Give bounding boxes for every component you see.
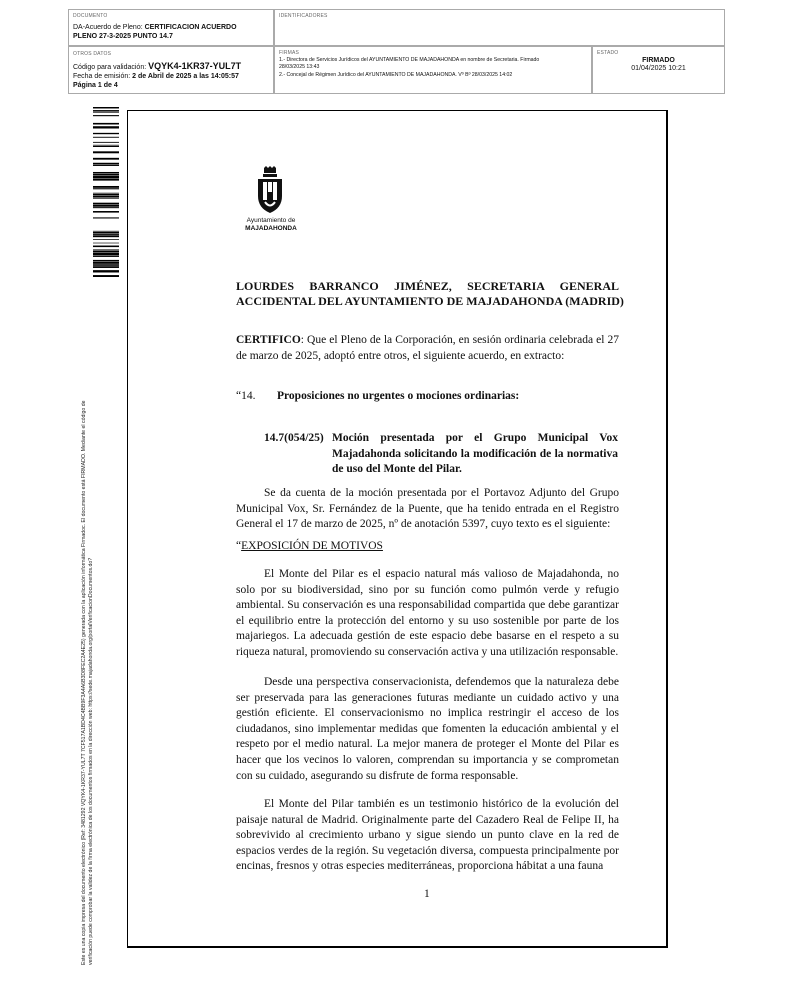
firma-2: 2.- Concejal de Régimen Jurídico del AYUNTAMIENTO DE MAJADAHONDA. Vº Bº 28/03/2025 14:02 — [279, 72, 513, 78]
certifico-text: : Que el Pleno de la Corporación, en sesión ordinaria celebrada el 27 de marzo de 2025, adoptó entre otros, el siguiente acuerdo, en extracto: — [236, 334, 619, 362]
certifico-label: CERTIFICO — [236, 334, 301, 346]
page-number: 1 — [424, 888, 430, 900]
documento-prefix: DA-Acuerdo de Pleno: — [73, 24, 145, 31]
firmas-label: FIRMAS — [279, 50, 300, 56]
certifico-paragraph — [236, 333, 619, 364]
paragraph-3: El Monte del Pilar también es un testimonio histórico de la evolución del paisaje natural de Madrid. Originalmente parte del Cazadero Real de Felipe II, ha sobrevivido al crecimiento urbano y sigue siendo un punto clave en la red de espacios verdes de la región. Su vegetación diversa, compuesta principalmente por encinas, fresnos y otras especies mediterráneas, proporciona hábitat a una fauna — [236, 798, 619, 873]
side-text-line1: Este es una copia impresa del documento electrónico (Ref: 3481292 VQYK4-1KR37-YUL7T 7CF517A1BD4C4BB9F3A4A6B3D8FEC2A4E25) generada con la aplicación informática Firmadoc. El documento está FIRMADO. Mediante el código de — [81, 400, 87, 965]
exposicion-heading — [236, 539, 383, 555]
identificadores-label: IDENTIFICADORES — [279, 13, 328, 19]
heading-line2: ACCIDENTAL DEL AYUNTAMIENTO DE MAJADAHONDA (MADRID) — [236, 294, 624, 308]
fecha-emision — [73, 72, 239, 81]
logo-line1: Ayuntamiento de — [246, 217, 296, 224]
estado-fecha: 01/04/2025 10:21 — [631, 65, 686, 72]
estado-value: FIRMADO — [642, 57, 675, 64]
exposicion-quote: “ — [236, 540, 242, 552]
heading-line1 — [236, 279, 619, 295]
intro-paragraph: Se da cuenta de la moción presentada por el Portavoz Adjunto del Grupo Municipal Vox, Sr. Fernández de la Puente, que ha tenido entrada en el Registro General el 17 de marzo de 2025, nº de anotación 5397, cuyo texto es el siguiente: — [236, 487, 619, 531]
pagina-info: Página 1 de 4 — [73, 82, 118, 89]
coat-of-arms-icon — [255, 166, 285, 214]
documento-title — [73, 23, 268, 41]
section-number: “14. — [236, 390, 256, 402]
side-text-line2: verificación puede comprobar la validez de la firma electrónica de los documentos firmados en la dirección web: https://sede.majadahonda.org/portalVerificacionDocumentos.do? — [88, 557, 94, 965]
logo-line2: MAJADAHONDA — [245, 225, 297, 232]
section-title: Proposiciones no urgentes o mociones ordinarias: — [277, 390, 520, 402]
heading-line1-text: LOURDES BARRANCO JIMÉNEZ, SECRETARIA GENERAL — [236, 279, 619, 293]
otros-label: OTROS DATOS — [73, 51, 112, 57]
documento-label: DOCUMENTO — [73, 13, 108, 19]
fecha-value: 2 de Abril de 2025 a las 14:05:57 — [132, 73, 239, 80]
documento-bold: CERTIFICACION ACUERDO — [144, 24, 237, 31]
firma-1-date: 28/03/2025 13:43 — [279, 64, 320, 70]
item-title: Moción presentada por el Grupo Municipal Vox Majadahonda solicitando la modificación de la normativa de uso del Monte del Pilar. — [332, 432, 618, 476]
firma-1 — [279, 57, 584, 71]
estado-label: ESTADO — [597, 50, 619, 56]
codigo-validacion — [73, 61, 241, 71]
barcode — [93, 107, 119, 277]
paragraph-2: Desde una perspectiva conservacionista, defendemos que la naturaleza debe ser preservada para las generaciones futuras mediante un cuidado activo y una gestión eficiente. El conservacionismo no implica restringir el acceso de los ciudadanos, sino implementar medidas que fomenten la educación ambiental y el respeto por el medio natural. La mejor manera de proteger el Monte del Pilar es hacer que los vecinos lo valoren, comprendan su importancia y se comprometan con su cuidado, asegurando su disfrute de forma responsable. — [236, 676, 619, 782]
item-number: 14.7(054/25) — [264, 432, 324, 444]
codigo-prefix: Código para validación: — [73, 64, 149, 71]
codigo-value[interactable]: VQYK4-1KR37-YUL7T — [148, 61, 242, 71]
document-page — [127, 110, 668, 948]
documento-line2: PLENO 27-3-2025 PUNTO 14.7 — [73, 33, 173, 40]
header-identificadores-box — [274, 9, 725, 46]
firma-1-text: 1.- Directora de Servicios Jurídicos del AYUNTAMIENTO DE MAJADAHONDA en nombre de Secretaria. Firmado — [279, 57, 540, 63]
exposicion-text: EXPOSICIÓN DE MOTIVOS — [241, 540, 383, 552]
paragraph-1: El Monte del Pilar es el espacio natural más valioso de Majadahonda, no solo por su biodiversidad, sino por su función como pulmón verde y refugio ambiental. Su conservación es una responsabilidad compartida que debe garantizar el equilibrio entre la protección del entorno y su uso sostenible por parte de los majariegos. La adecuada gestión de este espacio debe basarse en el respeto a su riqueza natural, promoviendo su conservación activa y una utilización responsable. — [236, 568, 619, 658]
fecha-prefix: Fecha de emisión: — [73, 73, 133, 80]
